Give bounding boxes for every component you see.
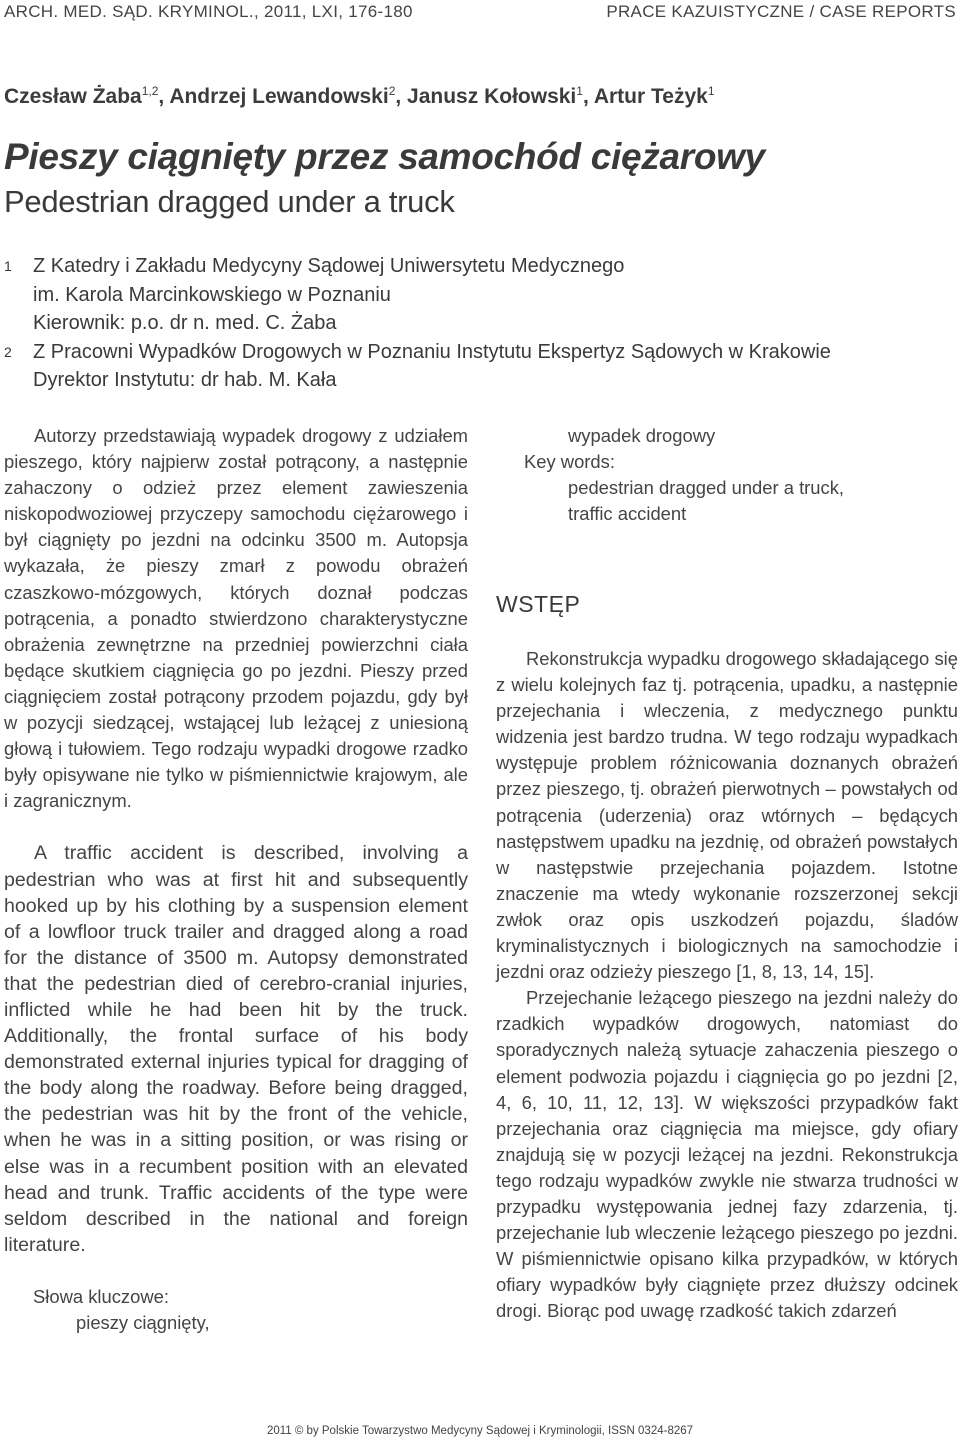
author-affiliation-mark: 1,2 xyxy=(141,84,159,98)
body-paragraph: Rekonstrukcja wypadku drogowego składającego się z wielu kolejnych faz tj. potrącenia, upadku, a następnie przejechania i wleczenia, z medycznego punktu widzenia jest bardzo trudna. W tego rodzaju wypadkach występuje problem różnicowania doznanych obrażeń przez pieszego, tj. obrażeń pierwotnych – powstałych od potrącenia (uderzenia) oraz wtórnych – będących następstwem upadku na jezdnię, od obrażeń powstałych w następstwie przejechania pojazdem. Istotne znaczenie ma wtedy wykonanie rozszerzonej sekcji zwłok oraz opis uszkodzeń pojazdu, śladów kryminalistycznych i biologicznych na samochodzie i jezdni oraz odzieży pieszego [1, 8, 13, 14, 15]. xyxy=(496,648,958,983)
affiliation-line: im. Karola Marcinkowskiego w Poznaniu xyxy=(33,283,391,306)
keywords-english-item: pedestrian dragged under a truck, xyxy=(568,477,845,498)
title-english: Pedestrian dragged under a truck xyxy=(4,184,455,219)
affiliation-number: 2 xyxy=(4,343,12,360)
author-name: Artur Teżyk xyxy=(593,85,708,108)
right-column xyxy=(496,423,958,1324)
affiliation-text xyxy=(33,338,831,395)
abstract-polish: Autorzy przedstawiają wypadek drogowy z udziałem pieszego, który najpierw został potrącony, a następnie zahaczony o odzież przez element zawieszenia niskopodwoziowej przyczepy samochodu ciężarowego i był ciągnięty po jezdni na odcinku 3500 m. Autopsja wykazała, że pieszy zmarł z powodu obrażeń czaszkowo-mózgowych, których doznał podczas potrącenia, a ponadto stwierdzono charakterystyczne obrażenia zewnętrzne na przedniej powierzchni ciała będące skutkiem ciągnięcia go po jezdni. Pieszy przed ciągnięciem został potrącony przodem pojazdu, gdy był w pozycji siedzącej, wstającej lub leżącej z uniesioną głową i tułowiem. Tego rodzaju wypadki drogowe rzadko były opisywane nie tylko w piśmiennictwie krajowym, ale i zagranicznym. xyxy=(4,425,468,812)
author-name: Andrzej Lewandowski xyxy=(169,85,389,108)
keywords-polish-continued: wypadek drogowy xyxy=(568,425,716,446)
keywords-english-item: traffic accident xyxy=(568,503,687,524)
author-affiliation-mark: 2 xyxy=(388,84,396,98)
affiliation-number: 1 xyxy=(4,258,12,274)
author-list xyxy=(4,84,715,109)
journal-citation: ARCH. MED. SĄD. KRYMINOL., 2011, LXI, 176-180 xyxy=(4,2,413,21)
affiliation-row xyxy=(4,252,831,338)
left-column xyxy=(4,423,468,1336)
author-name: Czesław Żaba xyxy=(4,85,142,108)
copyright-footer: 2011 © by Polskie Towarzystwo Medycyny Sądowej i Kryminologii, ISSN 0324-8267 xyxy=(266,1425,694,1437)
abstract-english: A traffic accident is described, involving a pedestrian who was at first hit and subsequently hooked up by his clothing by a suspension element of a lowfloor truck trailer and dragged along a road for the distance of 3500 m. Autopsy demonstrated that the pedestrian died of cerebro-cranial injuries, inflicted while he had been hit by the truck. Additionally, the frontal surface of his body demonstrated external injuries typical for dragging of the body along the roadway. Before being dragged, the pedestrian was hit by the front of the vehicle, when he was in a sitting position, or was rising or else was in a recumbent position with an elevated head and trunk. Traffic accidents of the type were seldom described in the national and foreign literature. xyxy=(4,842,468,1256)
article-category: PRACE KAZUISTYCZNE / CASE REPORTS xyxy=(606,2,956,21)
keywords-polish-label: Słowa kluczowe: xyxy=(33,1285,169,1307)
affiliation-row xyxy=(4,338,831,395)
body-paragraph: Przejechanie leżącego pieszego na jezdni należy do rzadkich wypadków drogowych, natomiast do sporadycznych należą sytuacje zahaczenia pieszego o element podwozia pojazdu i ciągnięcia go po jezdni [2, 4, 6, 10, 11, 12, 13]. W większości przypadków fakt przejechania oraz ciągnięcia ma miejsce, gdy ofiary znajdują się w pozycji leżącej na jezdni. Rekonstrukcja tego rodzaju wypadków zwykle nie stwarza trudności w przypadku występowania jednej fazy zdarzenia, tj. przejechanie lub wleczenie leżącego pieszego po jezdni. W piśmiennictwie opisano kilka przypadków, w których ofiary wypadków były ciągnięte przez dłuższy odcinek drogi. Biorąc pod uwagę rzadkość takich zdarzeń xyxy=(496,987,958,1322)
title-polish: Pieszy ciągnięty przez samochód ciężarowy xyxy=(4,136,765,177)
keywords-english-label: Key words: xyxy=(524,451,615,472)
affiliation-line: Z Pracowni Wypadków Drogowych w Poznaniu Instytutu Ekspertyz Sądowych w Krakowie xyxy=(33,340,831,363)
affiliation-line: Z Katedry i Zakładu Medycyny Sądowej Uniwersytetu Medycznego xyxy=(33,255,625,277)
author-separator: , xyxy=(158,85,170,108)
affiliation-line: Kierownik: p.o. dr n. med. C. Żaba xyxy=(33,312,337,334)
keywords-polish-items: pieszy ciągnięty, xyxy=(76,1311,210,1333)
author-affiliation-mark: 1 xyxy=(707,84,715,98)
affiliation-text xyxy=(33,252,624,338)
affiliations xyxy=(4,252,831,395)
author-affiliation-mark: 1 xyxy=(576,84,583,98)
author-separator: , xyxy=(582,85,594,108)
author-name: Janusz Kołowski xyxy=(407,85,577,108)
section-heading: WSTĘP xyxy=(496,591,581,617)
affiliation-line: Dyrektor Instytutu: dr hab. M. Kała xyxy=(33,369,337,391)
author-separator: , xyxy=(395,85,408,108)
